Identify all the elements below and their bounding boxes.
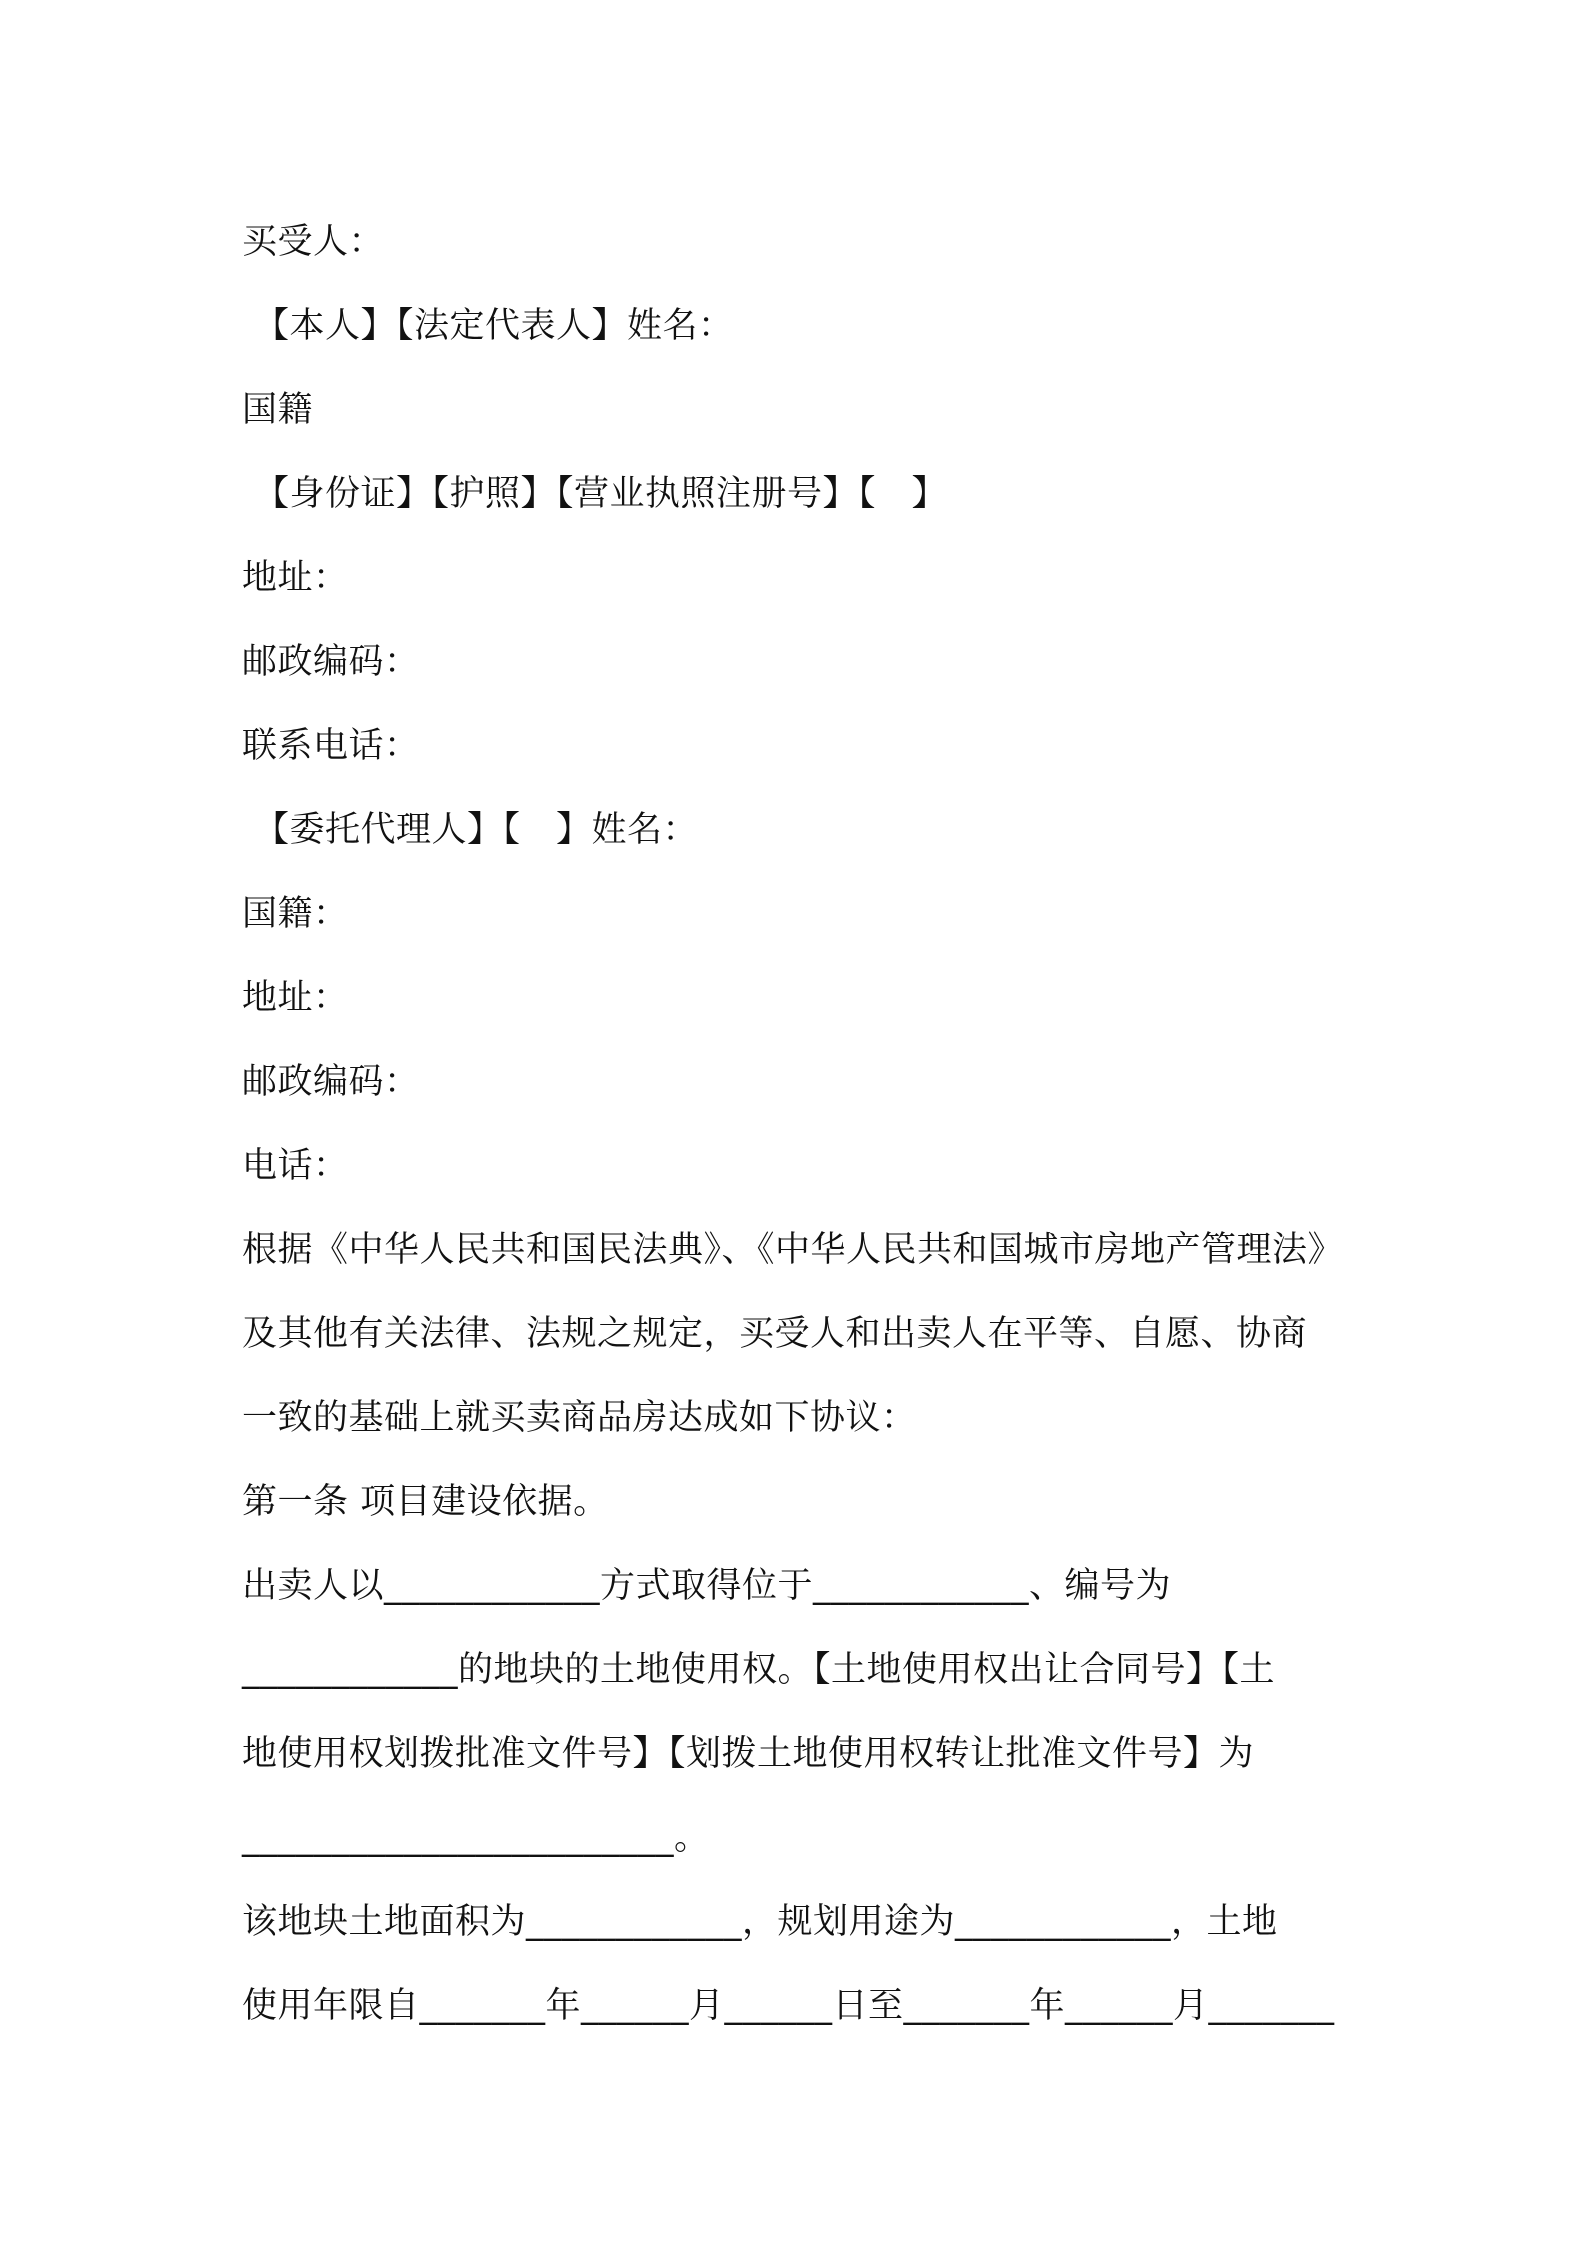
buyer-id-type-line: 【身份证】【护照】【营业执照注册号】【 】 (254, 474, 948, 514)
article-one-line-4: ________________________。 (242, 1818, 710, 1858)
buyer-nationality-line: 国籍 (242, 390, 314, 430)
article-one-line-2: ____________的地块的土地使用权。【土地使用权出让合同号】【土 (242, 1650, 1276, 1690)
buyer-heading: 买受人： (242, 222, 385, 262)
article-one-line-3: 地使用权划拨批准文件号】【划拨土地使用权转让批准文件号】为 (242, 1734, 1255, 1774)
agent-address-line: 地址： (242, 978, 349, 1018)
agent-phone-line: 电话： (242, 1146, 349, 1186)
agent-name-line: 【委托代理人】【 】姓名： (254, 810, 699, 850)
article-one-heading: 第一条 项目建设依据。 (242, 1482, 609, 1522)
buyer-address-line: 地址： (242, 558, 349, 598)
contract-body (242, 200, 1372, 2048)
buyer-name-line: 【本人】【法定代表人】姓名： (254, 306, 734, 346)
article-one-line-1: 出卖人以____________方式取得位于____________、编号为 (242, 1566, 1172, 1606)
preamble-line-2: 及其他有关法律、法规之规定，买受人和出卖人在平等、自愿、协商 (242, 1314, 1308, 1354)
land-area-line: 该地块土地面积为____________，规划用途为____________，土地 (242, 1902, 1278, 1942)
land-term-line: 使用年限自_______年______月______日至_______年______月_______ (242, 1986, 1335, 2026)
buyer-phone-line: 联系电话： (242, 726, 420, 766)
preamble-line-1: 根据《中华人民共和国民法典》、《中华人民共和国城市房地产管理法》 (242, 1230, 1344, 1270)
agent-postcode-line: 邮政编码： (242, 1062, 420, 1102)
preamble-line-3: 一致的基础上就买卖商品房达成如下协议： (242, 1398, 917, 1438)
buyer-postcode-line: 邮政编码： (242, 642, 420, 682)
agent-nationality-line: 国籍： (242, 894, 349, 934)
